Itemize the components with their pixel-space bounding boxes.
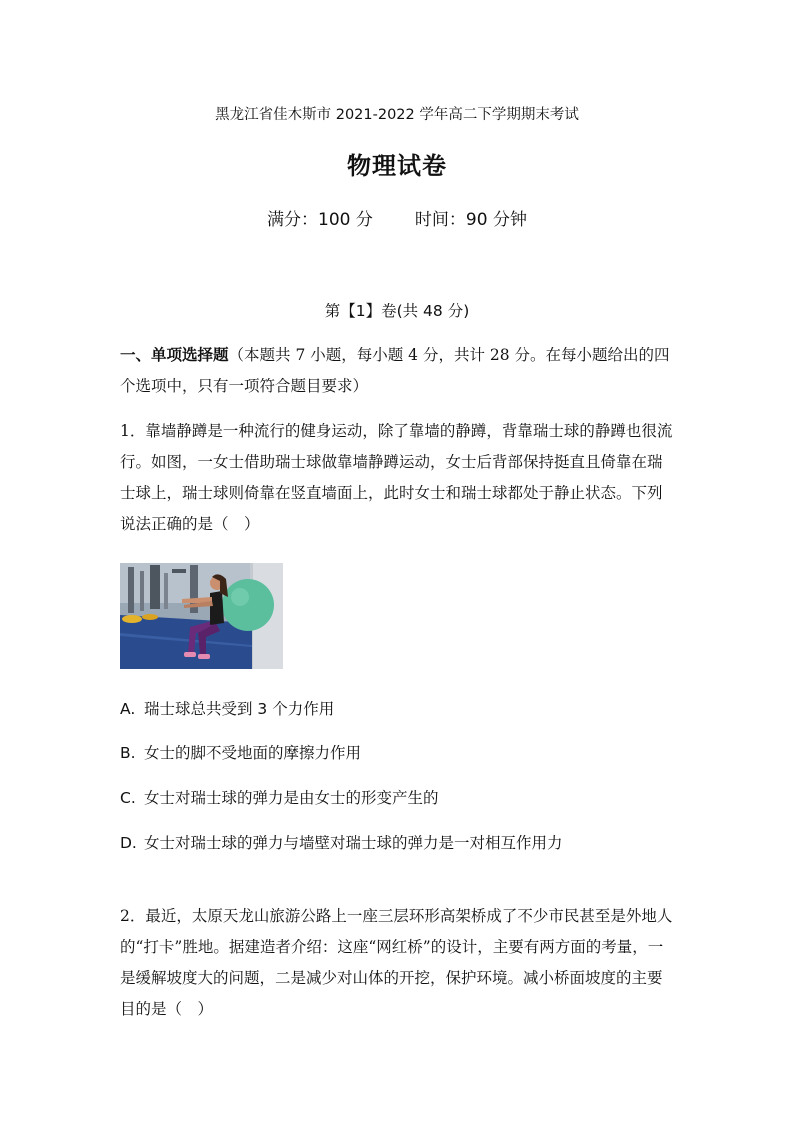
- option-c-letter: C.: [120, 789, 136, 807]
- question-1-stem: 1．靠墙静蹲是一种流行的健身运动，除了靠墙的静蹲，背靠瑞士球的静蹲也很流行。如图，一女士借助瑞士球做靠墙静蹲运动，女士后背部保持挺直且倚靠在瑞士球上，瑞士球则倚靠在竖直墙面上，此时女士和瑞士球都处于静止状态。下列说法正确的是（ ）: [120, 422, 673, 533]
- option-d-text: 女士对瑞士球的弹力与墙壁对瑞士球的弹力是一对相互作用力: [144, 834, 563, 852]
- exam-title: 物理试卷: [347, 152, 447, 180]
- question-2-stem: 2．最近，太原天龙山旅游公路上一座三层环形高架桥成了不少市民甚至是外地人的“打卡”胜地。据建造者介绍：这座“网红桥”的设计，主要有两方面的考量，一是缓解坡度大的问题，二是减少对山体的开挖，保护环境。减小桥面坡度的主要目的是（ ）: [120, 907, 673, 1018]
- option-d-letter: D.: [120, 834, 137, 852]
- section-instructions: （本题共 7 小题，每小题 4 分，共计 28 分。在每小题给出的四个选项中，只有一项符合题目要求）: [120, 346, 670, 395]
- volume-title: 第【1】卷(共 48 分): [324, 302, 470, 320]
- option-a-text: 瑞士球总共受到 3 个力作用: [144, 700, 335, 718]
- section-label: 一、单项选择题: [120, 346, 229, 364]
- option-b: [120, 741, 361, 763]
- full-score: 满分：100 分: [267, 210, 373, 230]
- exam-source: 黑龙江省佳木斯市 2021-2022 学年高二下学期期末考试: [215, 107, 579, 123]
- option-a-letter: A.: [120, 700, 136, 718]
- exam-time: 时间：90 分钟: [414, 210, 527, 230]
- option-c-text: 女士对瑞士球的弹力是由女士的形变产生的: [144, 789, 439, 807]
- option-a: [120, 697, 334, 719]
- option-b-text: 女士的脚不受地面的摩擦力作用: [144, 744, 362, 762]
- option-d: [120, 831, 563, 853]
- option-c: [120, 786, 439, 808]
- exam-meta: [0, 205, 794, 230]
- swiss-ball-squat-photo: [120, 563, 283, 669]
- option-b-letter: B.: [120, 744, 136, 762]
- section-heading: [120, 340, 676, 402]
